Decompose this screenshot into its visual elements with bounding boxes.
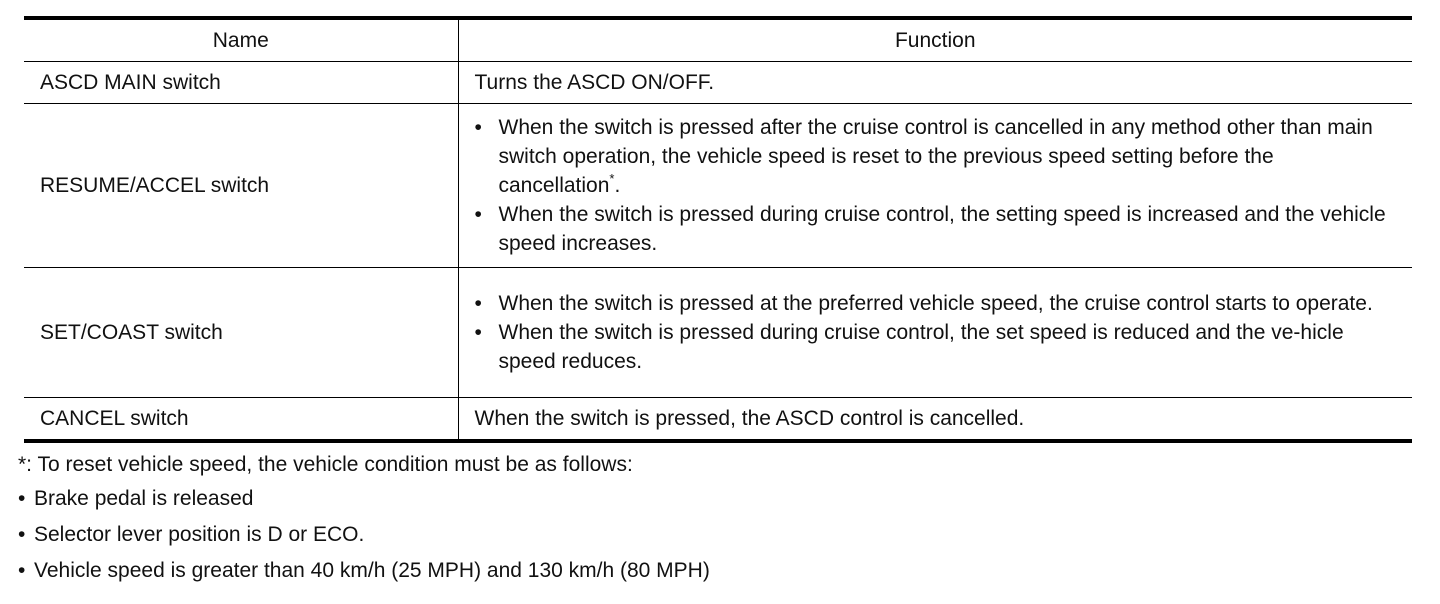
table-row [24,268,1412,398]
function-bullet: • When the switch is pressed after the cruise control is cancelled in any method other than main switch operation, the vehicle speed is reset to the previous speed setting before the cancellation*. [475,113,1399,200]
switch-name: RESUME/ACCEL switch [24,104,458,268]
function-bullet: • When the switch is pressed during cruise control, the setting speed is increased and the vehicle speed increases. [475,200,1399,258]
document [18,16,1412,589]
switch-function [458,268,1412,398]
function-bullet: • When the switch is pressed during cruise control, the set speed is reduced and the ve-hicle speed reduces. [475,318,1399,376]
function-bullet-list [475,113,1399,258]
switch-function: Turns the ASCD ON/OFF. [458,62,1412,104]
switch-function-table [24,16,1412,443]
condition-item: • Vehicle speed is greater than 40 km/h (25 MPH) and 130 km/h (80 MPH) [18,553,1412,589]
table-header-row [24,18,1412,62]
condition-item: • Brake pedal is released [18,481,1412,517]
condition-item: • Selector lever position is D or ECO. [18,517,1412,553]
footnote-mark: * [609,171,615,186]
table-row [24,62,1412,104]
switch-name: SET/COAST switch [24,268,458,398]
footnote-lead: *: To reset vehicle speed, the vehicle condition must be as follows: [18,453,633,476]
switch-function: When the switch is pressed, the ASCD control is cancelled. [458,398,1412,442]
table-row [24,398,1412,442]
footnote-section [18,451,1412,589]
switch-name: ASCD MAIN switch [24,62,458,104]
header-name: Name [24,18,458,62]
condition-list [24,481,1412,589]
header-function: Function [458,18,1412,62]
function-bullet: • When the switch is pressed at the preferred vehicle speed, the cruise control starts to operate. [475,289,1399,318]
table-row [24,104,1412,268]
switch-name: CANCEL switch [24,398,458,442]
switch-function [458,104,1412,268]
function-bullet-list [475,289,1399,376]
